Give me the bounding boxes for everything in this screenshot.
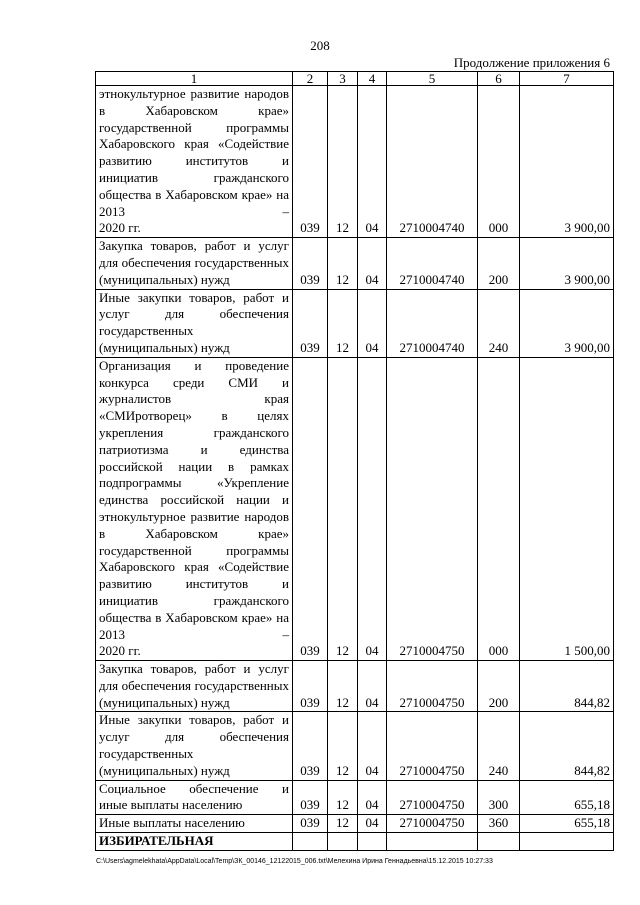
cell-expense-type: 000 [478, 86, 520, 238]
cell-section: 12 [328, 238, 358, 289]
cell-empty [293, 833, 328, 851]
cell-empty [478, 833, 520, 851]
header-col-5: 5 [387, 72, 478, 86]
cell-ministry: 039 [293, 815, 328, 833]
cell-amount: 844,82 [520, 712, 614, 780]
cell-section: 12 [328, 780, 358, 815]
cell-expense-type: 200 [478, 238, 520, 289]
cell-section: 12 [328, 86, 358, 238]
cell-amount: 3 900,00 [520, 86, 614, 238]
page-number: 208 [310, 38, 330, 53]
cell-amount: 655,18 [520, 780, 614, 815]
header-col-6: 6 [478, 72, 520, 86]
row-name: Организация и проведение конкурса среди СМИ и журналистов края «СМИротворец» в целях укрепления гражданского патриотизма и единства российской нации в рамках подпрограммы «Укрепление единства российской нации и этнокультурное развитие народов в Хабаровском крае» государственной программы Хабаровского края «Содействие развитию институтов и инициатив гражданского общества в Хабаровском крае» на 2013 – 2020 гг. [96, 357, 293, 660]
cell-target-code: 2710004750 [387, 780, 478, 815]
cell-subsection: 04 [358, 357, 387, 660]
cell-section: 12 [328, 357, 358, 660]
cell-expense-type: 200 [478, 661, 520, 712]
cell-subsection: 04 [358, 238, 387, 289]
continuation-label: Продолжение приложения 6 [453, 55, 610, 70]
table-row [96, 289, 614, 357]
budget-table [95, 71, 614, 851]
row-name: Социальное обеспечение и иные выплаты населению [96, 780, 293, 815]
cell-ministry: 039 [293, 661, 328, 712]
table-row [96, 780, 614, 815]
cell-expense-type: 360 [478, 815, 520, 833]
cell-target-code: 2710004750 [387, 357, 478, 660]
row-name: Иные закупки товаров, работ и услуг для обеспечения государственных (муниципальных) нужд [96, 289, 293, 357]
cell-expense-type: 240 [478, 712, 520, 780]
header-col-2: 2 [293, 72, 328, 86]
header-col-1: 1 [96, 72, 293, 86]
table-row [96, 815, 614, 833]
cell-amount: 3 900,00 [520, 289, 614, 357]
table-row [96, 712, 614, 780]
cell-target-code: 2710004740 [387, 86, 478, 238]
header-row [96, 72, 614, 86]
cell-ministry: 039 [293, 780, 328, 815]
row-name: Иные закупки товаров, работ и услуг для обеспечения государственных (муниципальных) нужд [96, 712, 293, 780]
cell-subsection: 04 [358, 780, 387, 815]
cell-section: 12 [328, 661, 358, 712]
cell-target-code: 2710004750 [387, 661, 478, 712]
cell-ministry: 039 [293, 86, 328, 238]
cell-target-code: 2710004740 [387, 289, 478, 357]
cell-section: 12 [328, 712, 358, 780]
cell-section: 12 [328, 289, 358, 357]
header-col-7: 7 [520, 72, 614, 86]
row-name: Закупка товаров, работ и услуг для обеспечения государственных (муниципальных) нужд [96, 661, 293, 712]
cell-ministry: 039 [293, 289, 328, 357]
cell-amount: 1 500,00 [520, 357, 614, 660]
cell-ministry: 039 [293, 357, 328, 660]
row-name: Закупка товаров, работ и услуг для обеспечения государственных (муниципальных) нужд [96, 238, 293, 289]
cell-amount: 3 900,00 [520, 238, 614, 289]
table-row [96, 86, 614, 238]
header-col-4: 4 [358, 72, 387, 86]
cell-subsection: 04 [358, 712, 387, 780]
cell-subsection: 04 [358, 815, 387, 833]
cell-ministry: 039 [293, 238, 328, 289]
table-row [96, 661, 614, 712]
cell-subsection: 04 [358, 86, 387, 238]
cell-empty [520, 833, 614, 851]
cell-empty [328, 833, 358, 851]
cell-target-code: 2710004750 [387, 815, 478, 833]
cell-empty [387, 833, 478, 851]
cell-expense-type: 300 [478, 780, 520, 815]
cell-amount: 844,82 [520, 661, 614, 712]
cell-expense-type: 240 [478, 289, 520, 357]
cell-target-code: 2710004750 [387, 712, 478, 780]
cell-subsection: 04 [358, 661, 387, 712]
table-row [96, 357, 614, 660]
section-heading: ИЗБИРАТЕЛЬНАЯ [96, 833, 293, 851]
cell-expense-type: 000 [478, 357, 520, 660]
file-path-footer: C:\Users\agmelekhata\AppData\Local\Temp\ЗК_00146_12122015_006.txt\Мелехина Ирина Геннадьевна\15.12.2015 10:27:33 [96, 858, 493, 865]
cell-subsection: 04 [358, 289, 387, 357]
table-row [96, 238, 614, 289]
cell-empty [358, 833, 387, 851]
cell-amount: 655,18 [520, 815, 614, 833]
cell-section: 12 [328, 815, 358, 833]
table-row-section-heading [96, 833, 614, 851]
header-col-3: 3 [328, 72, 358, 86]
cell-target-code: 2710004740 [387, 238, 478, 289]
cell-ministry: 039 [293, 712, 328, 780]
row-name: этнокультурное развитие народов в Хабаровском крае» государственной программы Хабаровского края «Содействие развитию институтов и инициатив гражданского общества в Хабаровском крае» на 2013 – 2020 гг. [96, 86, 293, 238]
row-name: Иные выплаты населению [96, 815, 293, 833]
